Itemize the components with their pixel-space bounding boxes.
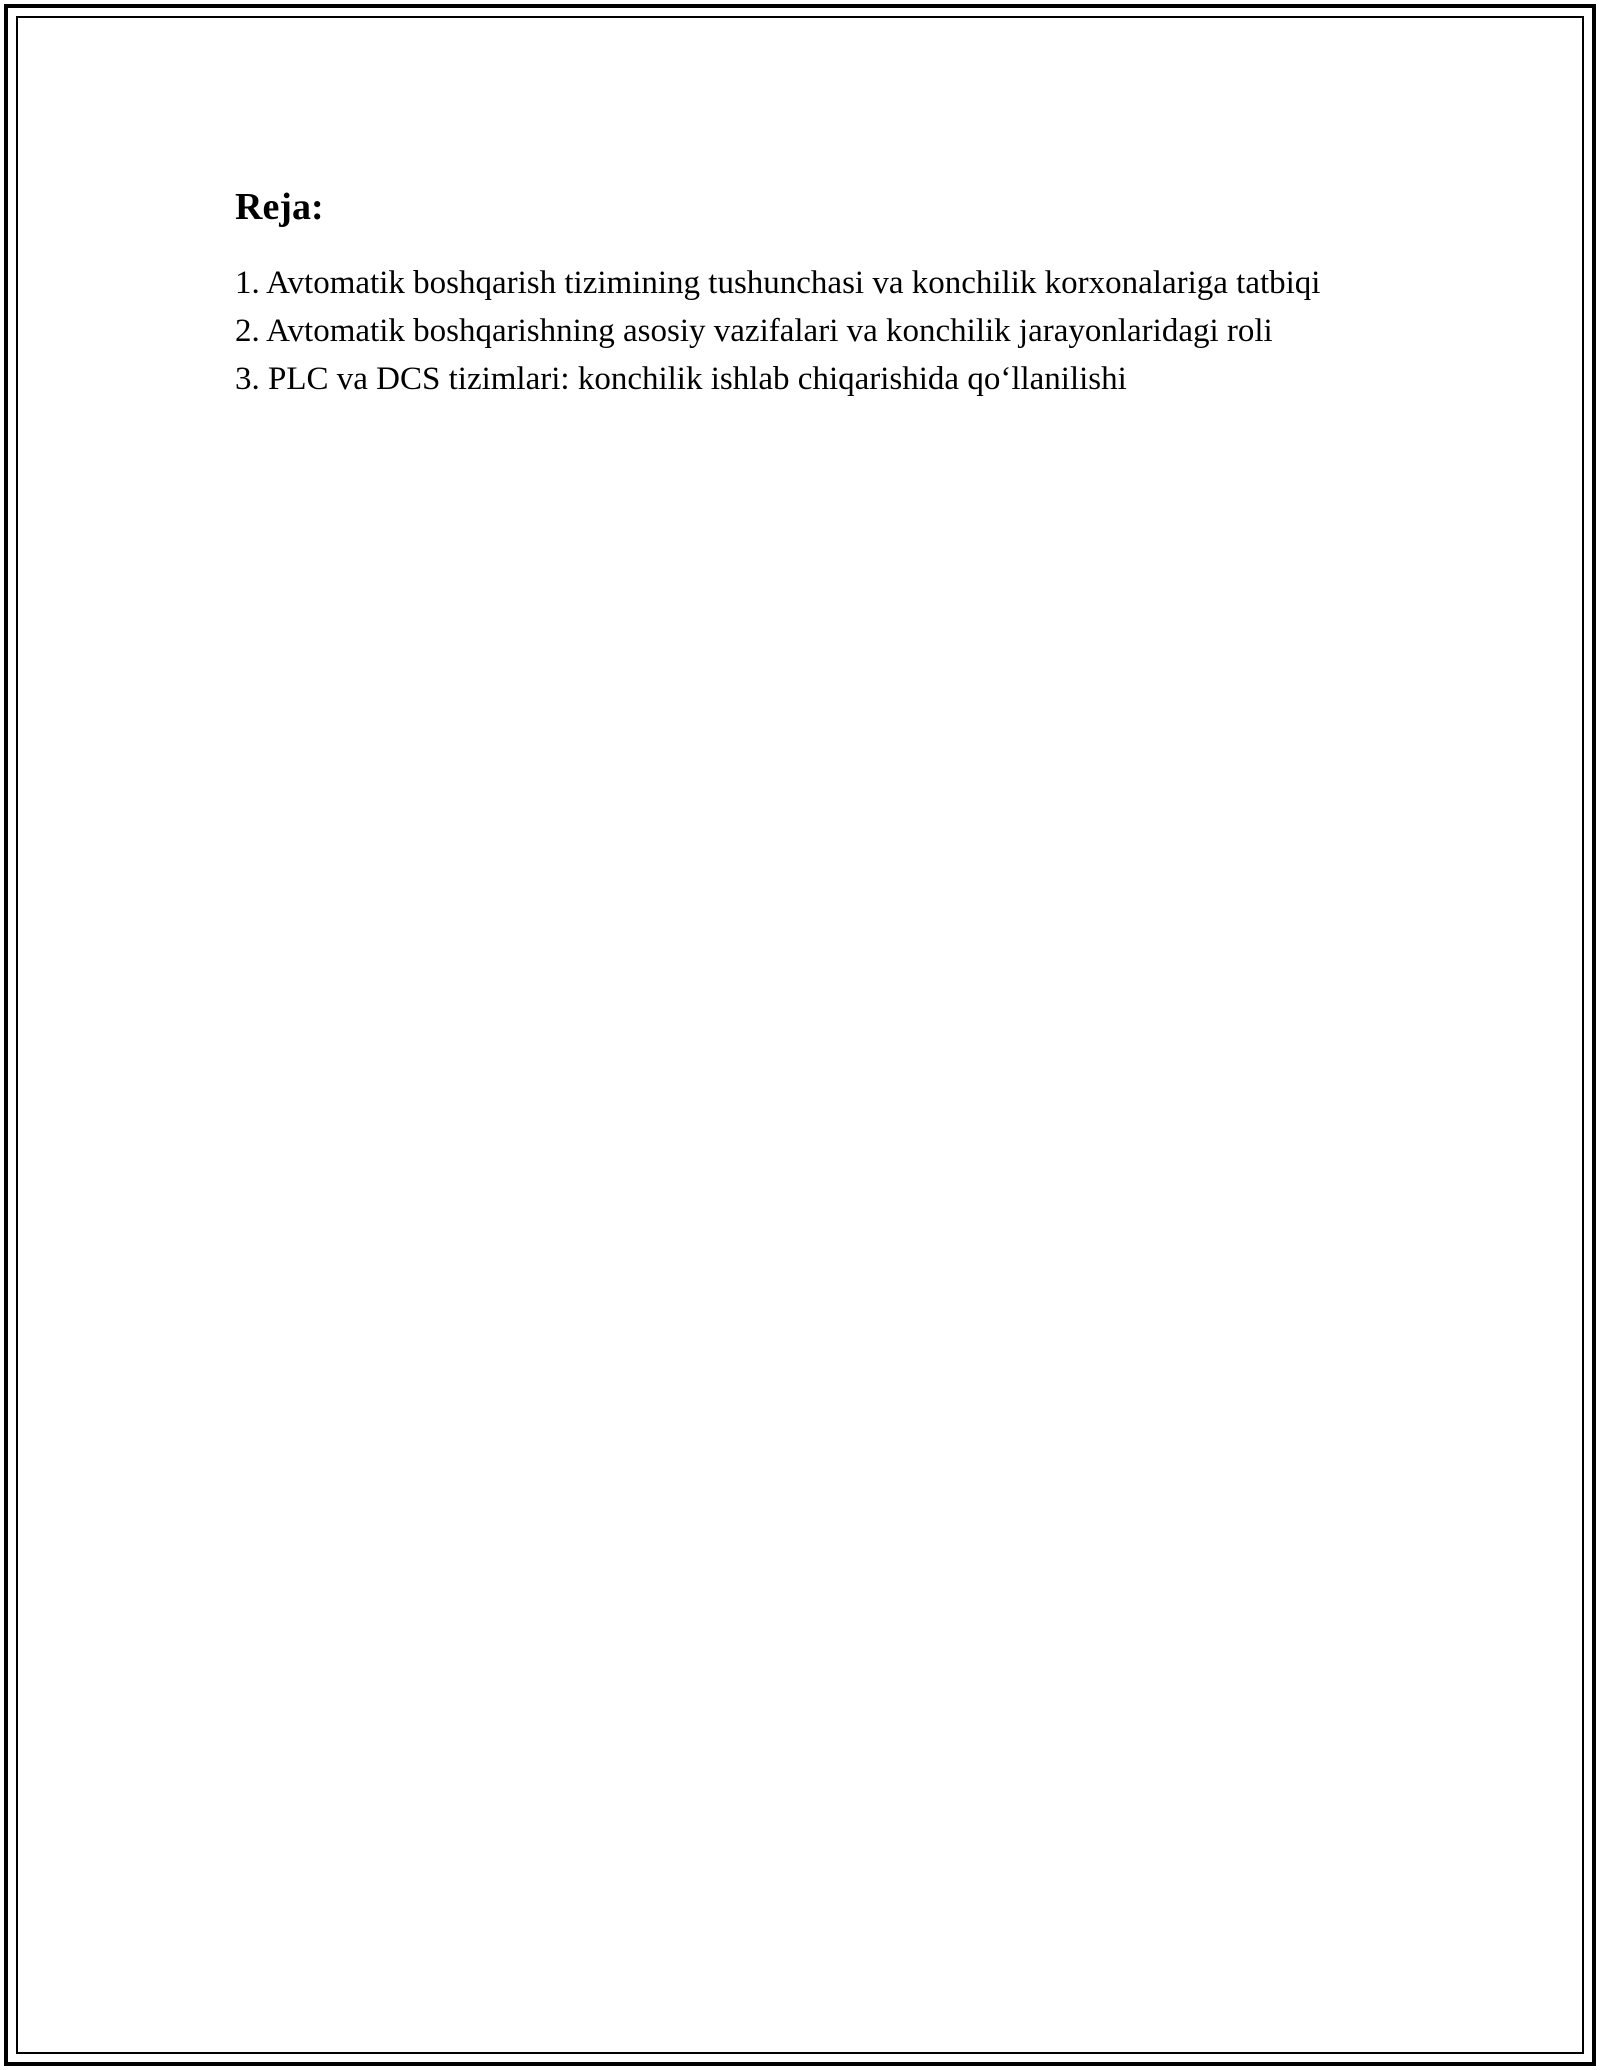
plan-item-2: 2. Avtomatik boshqarishning asosiy vazifalari va konchilik jarayonlaridagi roli	[235, 312, 1273, 349]
plan-item-3: 3. PLC va DCS tizimlari: konchilik ishlab chiqarishida qo‘llanilishi	[235, 360, 1127, 397]
document-body	[235, 185, 1375, 403]
plan-heading: Reja:	[235, 186, 324, 228]
plan-list	[235, 259, 1375, 403]
plan-item-1: 1. Avtomatik boshqarish tizimining tushunchasi va konchilik korxonalariga tatbiqi	[235, 264, 1321, 301]
